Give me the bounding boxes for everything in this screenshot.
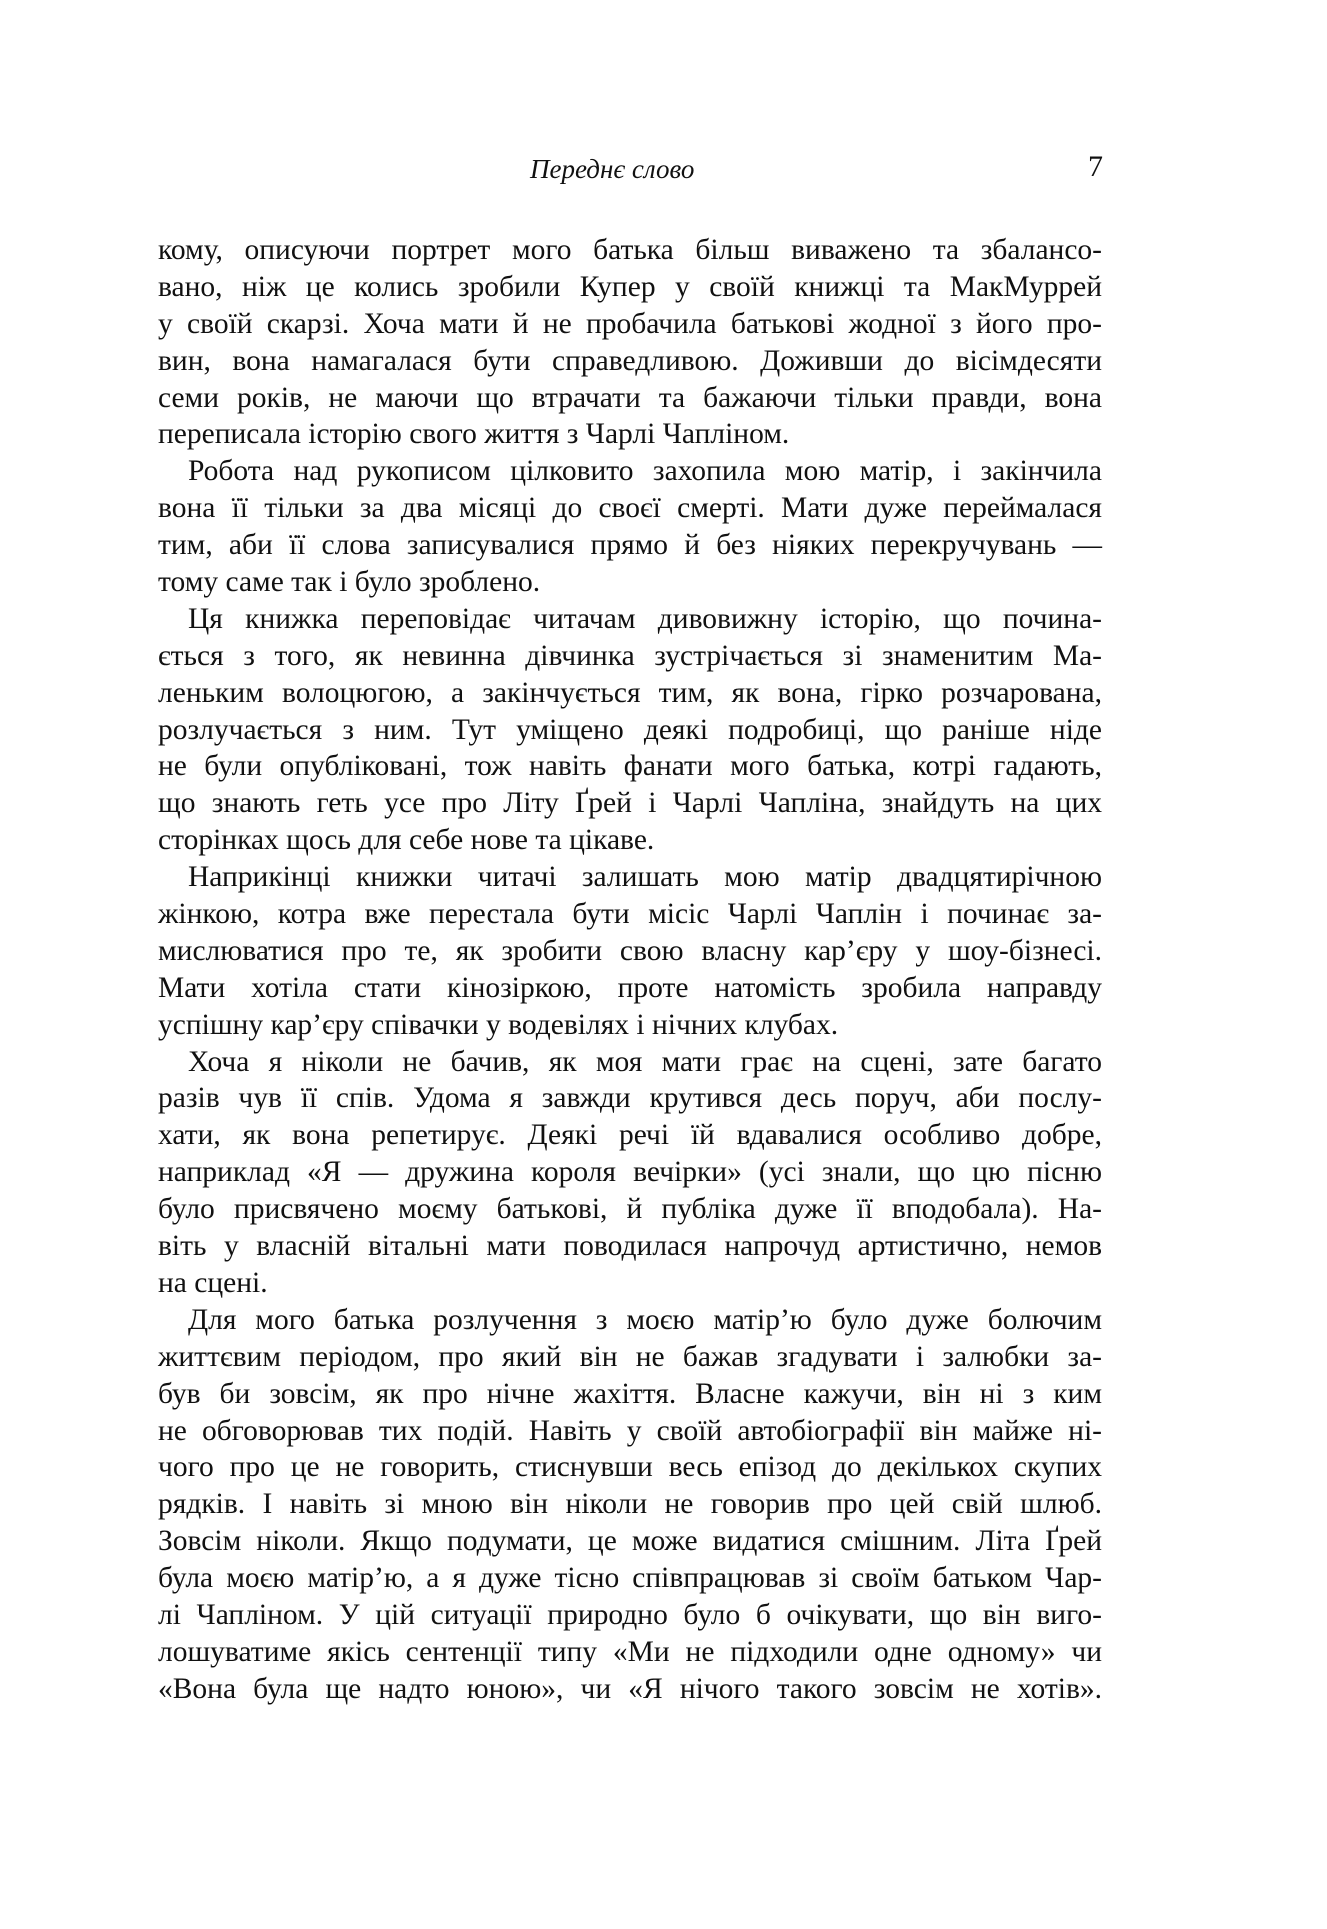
paragraph: [158, 1302, 1102, 1708]
page-number: 7: [1088, 150, 1103, 183]
text-line: Для мого батька розлучення з моєю матір’ю було дуже болючим: [188, 1303, 1102, 1336]
text-line: Ця книжка переповідає читачам дивовижну історію, що почина-: [188, 602, 1102, 635]
text-line: наприклад «Я — дружина короля вечірки» (усі знали, що цю пісню: [158, 1156, 1102, 1189]
paragraph: [158, 453, 1102, 601]
text-line: Зовсім ніколи. Якщо подумати, це може видатися смішним. Літа Ґрей: [158, 1525, 1102, 1558]
body-text: [158, 232, 1102, 1708]
paragraph: [158, 232, 1102, 453]
text-line: вин, вона намагалася бути справедливою. Доживши до вісімдесяти: [158, 344, 1102, 377]
text-line: Наприкінці книжки читачі залишать мою матір двадцятирічною: [188, 861, 1102, 894]
text-line: сторінках щось для себе нове та цікаве.: [158, 824, 655, 857]
text-line: лошуватиме якісь сентенції типу «Ми не підходили одне одному» чи: [158, 1635, 1102, 1668]
text-line: розлучається з ним. Тут уміщено деякі подробиці, що раніше ніде: [158, 713, 1102, 746]
text-line: тим, аби її слова записувалися прямо й без ніяких перекручувань —: [158, 529, 1102, 562]
text-line: «Вона була ще надто юною», чи «Я нічого такого зовсім не хотів».: [158, 1672, 1102, 1705]
text-line: вона її тільки за два місяці до своєї смерті. Мати дуже переймалася: [158, 492, 1102, 525]
text-line: у своїй скарзі. Хоча мати й не пробачила батькові жодної з його про-: [158, 307, 1102, 340]
paragraph: [158, 601, 1102, 859]
text-line: що знають геть усе про Літу Ґрей і Чарлі Чапліна, знайдуть на цих: [158, 787, 1102, 820]
text-line: було присвячено моєму батькові, й публіка дуже її вподобала). На-: [158, 1193, 1102, 1226]
text-line: був би зовсім, як про нічне жахіття. Власне кажучи, він ні з ким: [158, 1377, 1102, 1410]
text-line: ється з того, як невинна дівчинка зустрічається зі знаменитим Ма-: [158, 639, 1102, 672]
text-line: хати, як вона репетирує. Деякі речі їй вдавалися особливо добре,: [158, 1119, 1102, 1152]
text-line: життєвим періодом, про який він не бажав згадувати і залюбки за-: [158, 1340, 1102, 1373]
running-header: [0, 150, 1327, 190]
text-line: лі Чапліном. У цій ситуації природно було б очікувати, що він виго-: [158, 1598, 1102, 1631]
text-line: віть у власній вітальні мати поводилася напрочуд артистично, немов: [158, 1230, 1102, 1263]
chapter-title: Переднє слово: [530, 154, 695, 184]
text-line: семи років, не маючи що втрачати та бажаючи тільки правди, вона: [158, 381, 1102, 414]
text-line: тому саме так і було зроблено.: [158, 566, 541, 599]
text-line: разів чув її спів. Удома я завжди крутився десь поруч, аби послу-: [158, 1082, 1102, 1115]
text-line: кому, описуючи портрет мого батька більш виважено та збалансо-: [158, 234, 1102, 266]
text-line: Мати хотіла стати кінозіркою, проте натомість зробила направду: [158, 971, 1102, 1004]
text-line: переписала історію свого життя з Чарлі Чапліном.: [158, 418, 790, 451]
text-line: була моєю матір’ю, а я дуже тісно співпрацював зі своїм батьком Чар-: [158, 1562, 1102, 1595]
text-line: чого про це не говорить, стиснувши весь епізод до декількох скупих: [158, 1451, 1102, 1484]
text-line: на сцені.: [158, 1266, 268, 1299]
text-line: Хоча я ніколи не бачив, як моя мати грає на сцені, зате багато: [188, 1045, 1102, 1078]
paragraph: [158, 859, 1102, 1043]
text-line: жінкою, котра вже перестала бути місіс Чарлі Чаплін і починає за-: [158, 898, 1102, 931]
text-line: рядків. І навіть зі мною він ніколи не говорив про цей свій шлюб.: [158, 1488, 1102, 1521]
text-line: мислюватися про те, як зробити свою власну кар’єру у шоу-бізнесі.: [158, 934, 1102, 967]
text-line: вано, ніж це колись зробили Купер у своїй книжці та МакМуррей: [158, 270, 1102, 303]
text-line: не були опубліковані, тож навіть фанати мого батька, котрі гадають,: [158, 750, 1102, 783]
text-line: успішну кар’єру співачки у водевілях і нічних клубах.: [158, 1008, 839, 1041]
paragraph: [158, 1044, 1102, 1302]
text-line: не обговорював тих подій. Навіть у своїй автобіографії він майже ні-: [158, 1414, 1102, 1447]
text-line: леньким волоцюгою, а закінчується тим, як вона, гірко розчарована,: [158, 676, 1102, 709]
text-line: Робота над рукописом цілковито захопила мою матір, і закінчила: [188, 455, 1102, 488]
